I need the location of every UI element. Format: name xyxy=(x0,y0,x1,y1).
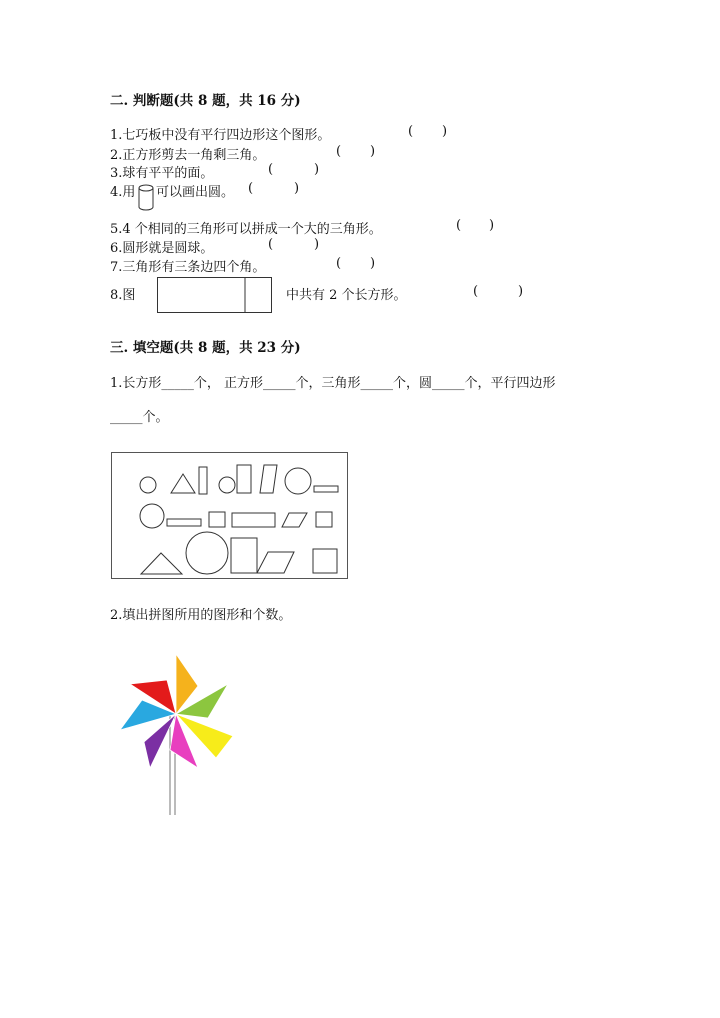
judge-question-5: 5.4 个相同的三角形可以拼成一个大的三角形。 xyxy=(110,222,382,237)
answer-paren-close-8[interactable]: ) xyxy=(518,284,524,299)
answer-paren-open-4[interactable]: ( xyxy=(248,181,254,196)
answer-paren-open-5[interactable]: ( xyxy=(456,218,462,233)
answer-paren-close-7[interactable]: ) xyxy=(370,256,376,271)
judge-question-8-after: 中共有 2 个长方形。 xyxy=(286,288,407,303)
cylinder-icon xyxy=(136,184,156,212)
fill-question-1-line1: 1.长方形_____个， 正方形_____个，三角形_____个，圆_____个，平行四边形 xyxy=(110,376,556,391)
answer-paren-close-2[interactable]: ) xyxy=(370,144,376,159)
fill-question-2: 2.填出拼图所用的图形和个数。 xyxy=(110,608,292,623)
answer-paren-close-3[interactable]: ) xyxy=(314,162,320,177)
judge-question-1: 1.七巧板中没有平行四边形这个图形。 xyxy=(110,128,331,143)
judge-question-4-before: 4.用 xyxy=(110,185,136,200)
section3-title: 三. 填空题(共 8 题，共 23 分) xyxy=(110,340,301,356)
answer-paren-close-6[interactable]: ) xyxy=(314,237,320,252)
answer-paren-close-4[interactable]: ) xyxy=(294,181,300,196)
judge-question-7: 7.三角形有三条边四个角。 xyxy=(110,260,266,275)
answer-paren-close-5[interactable]: ) xyxy=(489,218,495,233)
answer-paren-open-3[interactable]: ( xyxy=(268,162,274,177)
answer-paren-close-1[interactable]: ) xyxy=(442,124,448,139)
answer-paren-open-2[interactable]: ( xyxy=(336,144,342,159)
answer-paren-open-7[interactable]: ( xyxy=(336,256,342,271)
judge-question-6: 6.圆形就是圆球。 xyxy=(110,241,214,256)
pinwheel-puzzle-figure xyxy=(110,650,240,820)
judge-question-3: 3.球有平平的面。 xyxy=(110,166,214,181)
answer-paren-open-1[interactable]: ( xyxy=(408,124,414,139)
shapes-figure xyxy=(111,452,349,580)
section2-title: 二. 判断题(共 8 题，共 16 分) xyxy=(110,93,301,109)
rectangle-figure xyxy=(157,277,273,313)
answer-paren-open-8[interactable]: ( xyxy=(473,284,479,299)
judge-question-8-before: 8.图 xyxy=(110,288,136,303)
answer-paren-open-6[interactable]: ( xyxy=(268,237,274,252)
fill-question-1-line2: _____个。 xyxy=(110,410,169,425)
judge-question-4-after: 可以画出圆。 xyxy=(156,185,235,200)
judge-question-2: 2.正方形剪去一角剩三角。 xyxy=(110,148,266,163)
